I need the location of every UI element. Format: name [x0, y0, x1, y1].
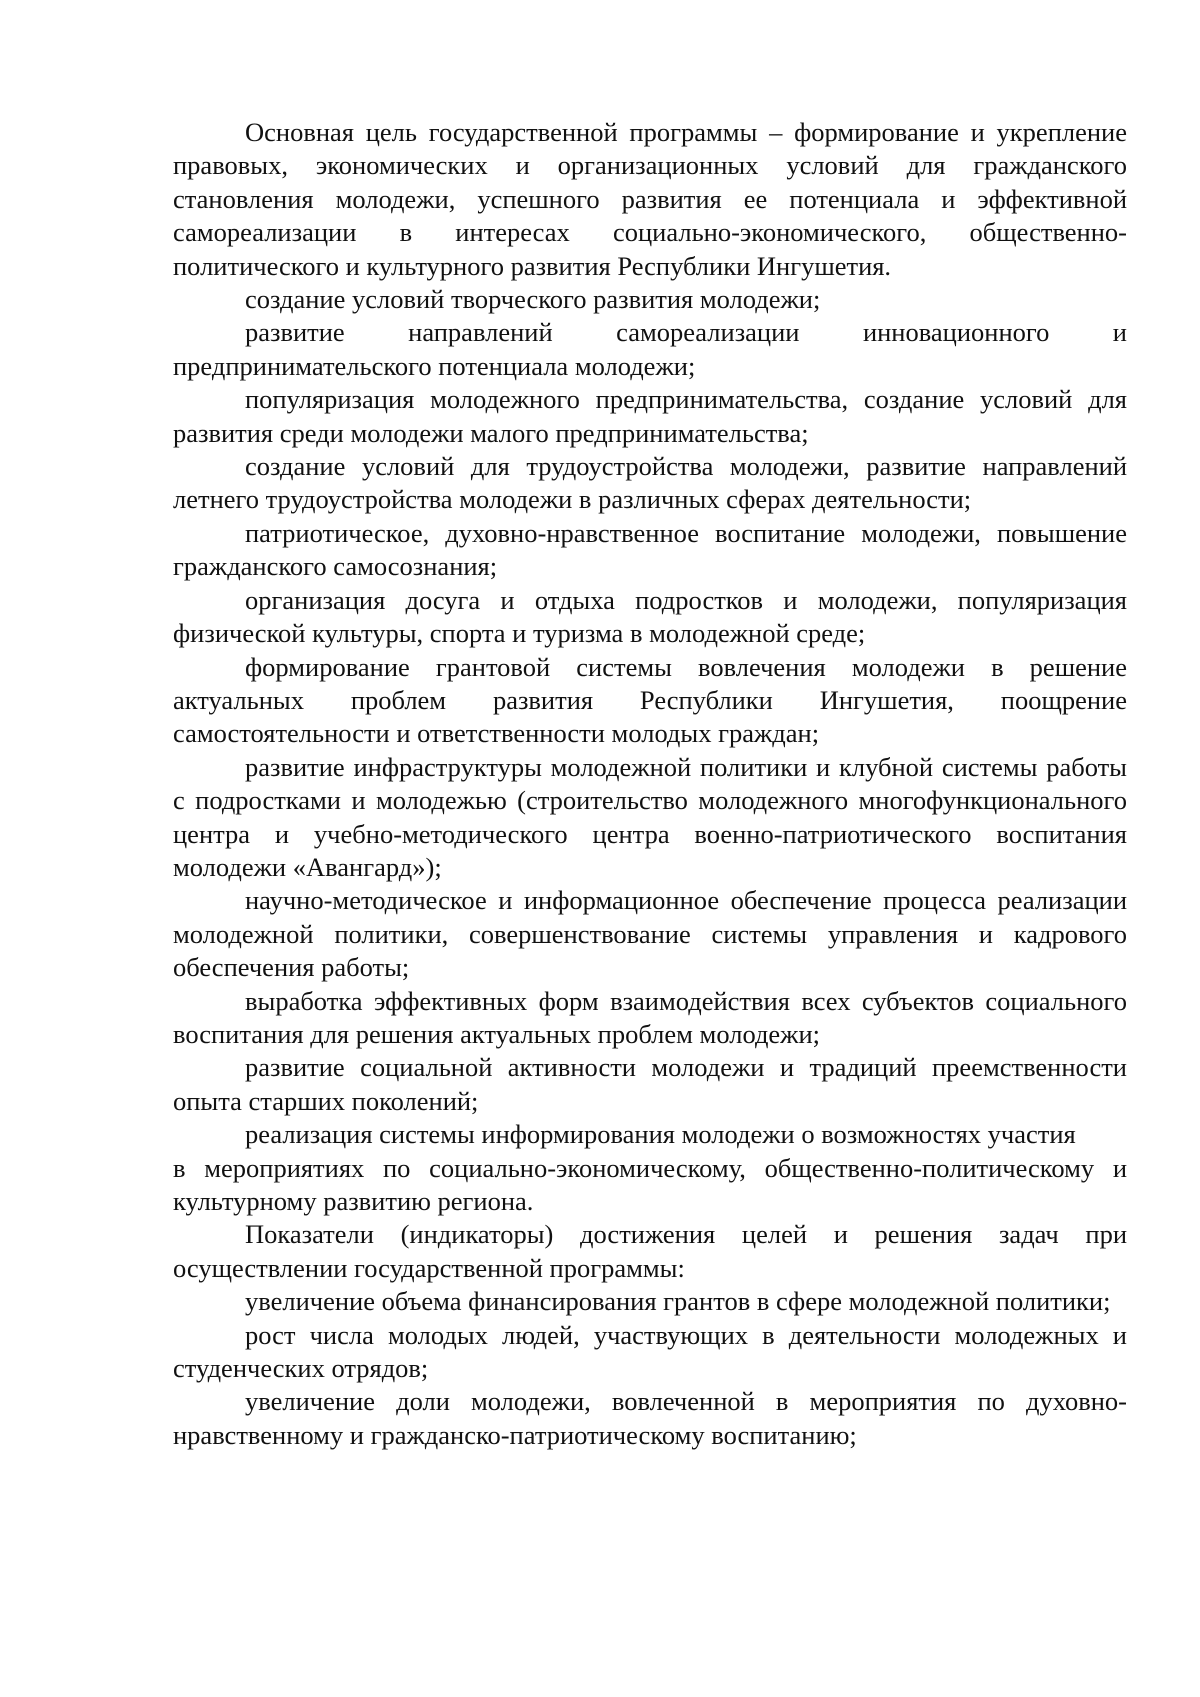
list-item: создание условий для трудоустройства молодежи, развитие направлений летнего трудоустройства молодежи в различных сферах деятельности;	[173, 451, 1127, 515]
list-item: организация досуга и отдыха подростков и молодежи, популяризация физической культуры, спорта и туризма в молодежной среде;	[173, 584, 1127, 649]
list-item: патриотическое, духовно-нравственное воспитание молодежи, повышение гражданского самосознания;	[173, 517, 1127, 582]
paragraph-goal: Основная цель государственной программы – формирование и укрепление правовых, экономических и организационных условий для гражданского становления молодежи, успешного развития ее потенциала и эффективной самореализации в интересах социально-экономического, общественно-политического и культурного развития Республики Ингушетия.	[173, 117, 1127, 281]
list-item-continuation: в мероприятиях по социально-экономическому, общественно-политическому и культурному развитию региона.	[173, 1152, 1127, 1216]
indicator-item: рост числа молодых людей, участвующих в деятельности молодежных и студенческих отрядов;	[173, 1319, 1127, 1384]
document-body	[173, 116, 1127, 1452]
list-item: развитие направлений самореализации инновационного и предпринимательского потенциала молодежи;	[173, 317, 1127, 381]
list-item: научно-методическое и информационное обеспечение процесса реализации молодежной политики, совершенствование системы управления и кадрового обеспечения работы;	[173, 885, 1127, 983]
list-item: формирование грантовой системы вовлечения молодежи в решение актуальных проблем развития Республики Ингушетия, поощрение самостоятельности и ответственности молодых граждан;	[173, 651, 1127, 749]
list-item: популяризация молодежного предпринимательства, создание условий для развития среди молодежи малого предпринимательства;	[173, 384, 1127, 448]
list-item: развитие социальной активности молодежи и традиций преемственности опыта старших поколений;	[173, 1052, 1127, 1116]
indicators-heading: Показатели (индикаторы) достижения целей и решения задач при осуществлении государственной программы:	[173, 1219, 1127, 1283]
list-item: создание условий творческого развития молодежи;	[245, 284, 821, 315]
list-item: развитие инфраструктуры молодежной политики и клубной системы работы с подростками и молодежью (строительство молодежного многофункционального центра и учебно-методического центра военно-патриотического воспитания молодежи «Авангард»);	[173, 751, 1127, 882]
list-item: выработка эффективных форм взаимодействия всех субъектов социального воспитания для решения актуальных проблем молодежи;	[173, 985, 1127, 1049]
list-item: реализация системы информирования молодежи о возможностях участия	[245, 1119, 1076, 1150]
indicator-item: увеличение объема финансирования грантов в сфере молодежной политики;	[245, 1286, 1111, 1317]
indicator-item: увеличение доли молодежи, вовлеченной в мероприятия по духовно-нравственному и гражданско-патриотическому воспитанию;	[173, 1386, 1127, 1450]
